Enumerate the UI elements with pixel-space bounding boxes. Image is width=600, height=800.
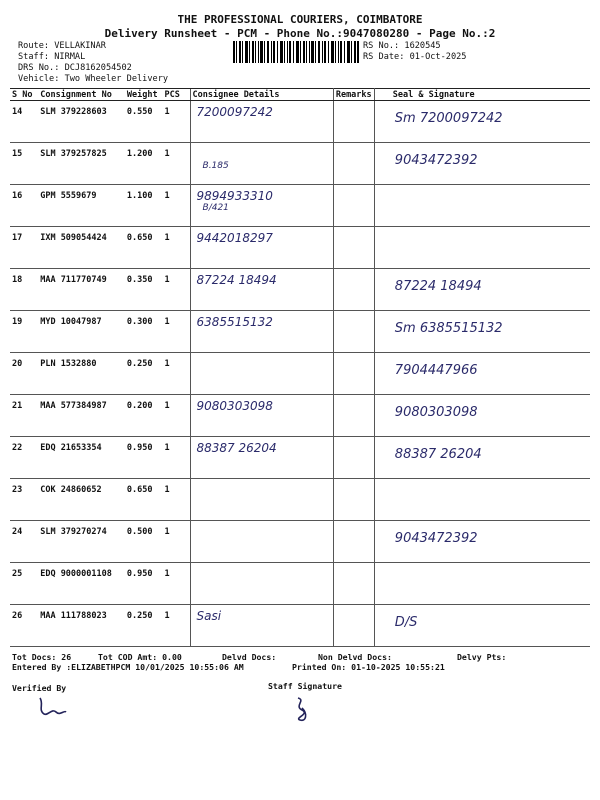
- printed-on: Printed On: 01-10-2025 10:55:21: [292, 662, 445, 672]
- row-seal-signature: [374, 101, 590, 143]
- row-consignment: MYD 10047987: [38, 311, 125, 353]
- row-pcs: 1: [163, 605, 191, 647]
- row-remarks: [333, 521, 374, 563]
- row-consignment: MAA 111788023: [38, 605, 125, 647]
- row-seal-signature: [374, 353, 590, 395]
- row-remarks: [333, 185, 374, 227]
- runsheet-subtitle: Delivery Runsheet - PCM - Phone No.:9047080280 - Page No.:2: [104, 27, 496, 40]
- entered-by: Entered By :ELIZABETHPCM 10/01/2025 10:55:06 AM: [12, 662, 244, 672]
- row-pcs: 1: [163, 185, 191, 227]
- row-seal-signature: [374, 227, 590, 269]
- row-sno: 26: [10, 605, 38, 647]
- row-seal-signature: [374, 563, 590, 605]
- delivery-points: Delvy Pts:: [457, 652, 507, 662]
- row-consignee-details: [190, 521, 333, 563]
- row-sno: 15: [10, 143, 38, 185]
- row-remarks: [333, 311, 374, 353]
- handwritten-signature: 7904447966: [394, 363, 478, 378]
- row-pcs: 1: [163, 269, 191, 311]
- row-remarks: [333, 563, 374, 605]
- verifier-signature-scribble: [34, 694, 70, 720]
- row-remarks: [333, 479, 374, 521]
- row-seal-signature: [374, 521, 590, 563]
- row-consignment: SLM 379257825: [38, 143, 125, 185]
- row-remarks: [333, 227, 374, 269]
- row-seal-signature: [374, 605, 590, 647]
- row-weight: 0.650: [125, 227, 163, 269]
- row-consignment: EDQ 21653354: [38, 437, 125, 479]
- table-row: [10, 395, 590, 437]
- row-pcs: 1: [163, 563, 191, 605]
- row-pcs: 1: [163, 437, 191, 479]
- handwritten-address: B/421: [202, 203, 229, 213]
- verified-by-label: Verified By: [12, 683, 67, 693]
- handwritten-phone: 87224 18494: [196, 273, 277, 287]
- col-header-remarks: Remarks: [333, 89, 374, 101]
- row-pcs: 1: [163, 353, 191, 395]
- row-remarks: [333, 101, 374, 143]
- row-consignee-details: [190, 185, 333, 227]
- handwritten-signature: 88387 26204: [394, 447, 482, 462]
- row-pcs: 1: [163, 479, 191, 521]
- handwritten-phone: 9080303098: [196, 399, 273, 413]
- rs-date: RS Date: 01-Oct-2025: [363, 52, 467, 62]
- row-weight: 0.200: [125, 395, 163, 437]
- staff-signature-label: Staff Signature: [268, 681, 342, 691]
- table-row: [10, 311, 590, 353]
- handwritten-phone: Sasi: [196, 609, 222, 623]
- table-row: [10, 563, 590, 605]
- row-consignee-details: [190, 395, 333, 437]
- row-consignment: IXM 509054424: [38, 227, 125, 269]
- row-consignment: COK 24860652: [38, 479, 125, 521]
- handwritten-signature: 9043472392: [394, 153, 478, 168]
- col-header-weight: Weight: [125, 89, 163, 101]
- table-row: [10, 185, 590, 227]
- runsheet-table: [10, 88, 590, 647]
- row-consignee-details: [190, 563, 333, 605]
- handwritten-phone: 6385515132: [196, 315, 273, 329]
- total-docs: Tot Docs: 26: [12, 652, 72, 662]
- col-header-consignee: Consignee Details: [190, 89, 333, 101]
- row-weight: 0.250: [125, 353, 163, 395]
- delivered-docs: Delvd Docs:: [222, 652, 277, 662]
- row-weight: 0.550: [125, 101, 163, 143]
- row-consignment: SLM 379270274: [38, 521, 125, 563]
- row-remarks: [333, 353, 374, 395]
- table-row: [10, 479, 590, 521]
- non-delivered-docs: Non Delvd Docs:: [318, 652, 392, 662]
- row-consignee-details: [190, 143, 333, 185]
- row-seal-signature: [374, 185, 590, 227]
- row-consignment: EDQ 9000001108: [38, 563, 125, 605]
- table-row: [10, 143, 590, 185]
- table-row: [10, 101, 590, 143]
- row-seal-signature: [374, 395, 590, 437]
- row-remarks: [333, 269, 374, 311]
- handwritten-signature: Sm 7200097242: [394, 111, 503, 126]
- row-sno: 14: [10, 101, 38, 143]
- row-sno: 18: [10, 269, 38, 311]
- row-sno: 16: [10, 185, 38, 227]
- row-sno: 21: [10, 395, 38, 437]
- row-sno: 19: [10, 311, 38, 353]
- row-pcs: 1: [163, 311, 191, 353]
- row-pcs: 1: [163, 143, 191, 185]
- vehicle: Vehicle: Two Wheeler Delivery: [18, 74, 169, 84]
- row-remarks: [333, 437, 374, 479]
- row-seal-signature: [374, 437, 590, 479]
- handwritten-phone: 9894933310: [196, 189, 273, 203]
- handwritten-signature: 9080303098: [394, 405, 478, 420]
- col-header-consignment: Consignment No: [38, 89, 125, 101]
- row-weight: 0.500: [125, 521, 163, 563]
- table-header-row: [10, 89, 590, 101]
- row-consignee-details: [190, 269, 333, 311]
- rs-number: RS No.: 1620545: [363, 41, 441, 51]
- row-consignment: PLN 1532880: [38, 353, 125, 395]
- row-pcs: 1: [163, 521, 191, 563]
- barcode-image: [233, 41, 359, 63]
- table-row: [10, 605, 590, 647]
- handwritten-signature: 9043472392: [394, 531, 478, 546]
- handwritten-phone: 7200097242: [196, 105, 273, 119]
- handwritten-signature: D/S: [394, 615, 418, 630]
- table-row: [10, 437, 590, 479]
- staff-signature-scribble: [288, 694, 318, 724]
- row-consignee-details: [190, 101, 333, 143]
- row-consignee-details: [190, 605, 333, 647]
- row-weight: 1.100: [125, 185, 163, 227]
- col-header-pcs: PCS: [163, 89, 191, 101]
- row-weight: 1.200: [125, 143, 163, 185]
- row-weight: 0.950: [125, 563, 163, 605]
- row-pcs: 1: [163, 395, 191, 437]
- row-seal-signature: [374, 311, 590, 353]
- row-pcs: 1: [163, 227, 191, 269]
- row-seal-signature: [374, 143, 590, 185]
- row-sno: 20: [10, 353, 38, 395]
- total-cod: Tot COD Amt: 0.00: [98, 652, 182, 662]
- row-consignment: GPM 5559679: [38, 185, 125, 227]
- row-remarks: [333, 395, 374, 437]
- table-row: [10, 521, 590, 563]
- row-sno: 25: [10, 563, 38, 605]
- row-consignee-details: [190, 479, 333, 521]
- row-pcs: 1: [163, 101, 191, 143]
- row-consignee-details: [190, 311, 333, 353]
- row-seal-signature: [374, 269, 590, 311]
- handwritten-phone: 88387 26204: [196, 441, 277, 455]
- row-sno: 17: [10, 227, 38, 269]
- row-weight: 0.650: [125, 479, 163, 521]
- col-header-seal: Seal & Signature: [374, 89, 590, 101]
- row-sno: 22: [10, 437, 38, 479]
- row-consignment: SLM 379228603: [38, 101, 125, 143]
- row-seal-signature: [374, 479, 590, 521]
- handwritten-signature: 87224 18494: [394, 279, 482, 294]
- row-consignee-details: [190, 437, 333, 479]
- row-weight: 0.300: [125, 311, 163, 353]
- drs-number: DRS No.: DCJ8162054502: [18, 63, 132, 73]
- table-row: [10, 269, 590, 311]
- handwritten-phone: 9442018297: [196, 231, 273, 245]
- route: Route: VELLAKINAR: [18, 41, 106, 51]
- row-remarks: [333, 143, 374, 185]
- table-row: [10, 227, 590, 269]
- row-consignee-details: [190, 227, 333, 269]
- row-weight: 0.250: [125, 605, 163, 647]
- company-title: THE PROFESSIONAL COURIERS, COIMBATORE: [177, 13, 423, 26]
- row-weight: 0.950: [125, 437, 163, 479]
- row-sno: 23: [10, 479, 38, 521]
- handwritten-signature: Sm 6385515132: [394, 321, 503, 336]
- row-weight: 0.350: [125, 269, 163, 311]
- row-consignee-details: [190, 353, 333, 395]
- table-row: [10, 353, 590, 395]
- row-remarks: [333, 605, 374, 647]
- handwritten-address: B.185: [202, 161, 229, 171]
- row-consignment: MAA 577384987: [38, 395, 125, 437]
- col-header-sno: S No: [10, 89, 38, 101]
- staff: Staff: NIRMAL: [18, 52, 86, 62]
- row-sno: 24: [10, 521, 38, 563]
- row-consignment: MAA 711770749: [38, 269, 125, 311]
